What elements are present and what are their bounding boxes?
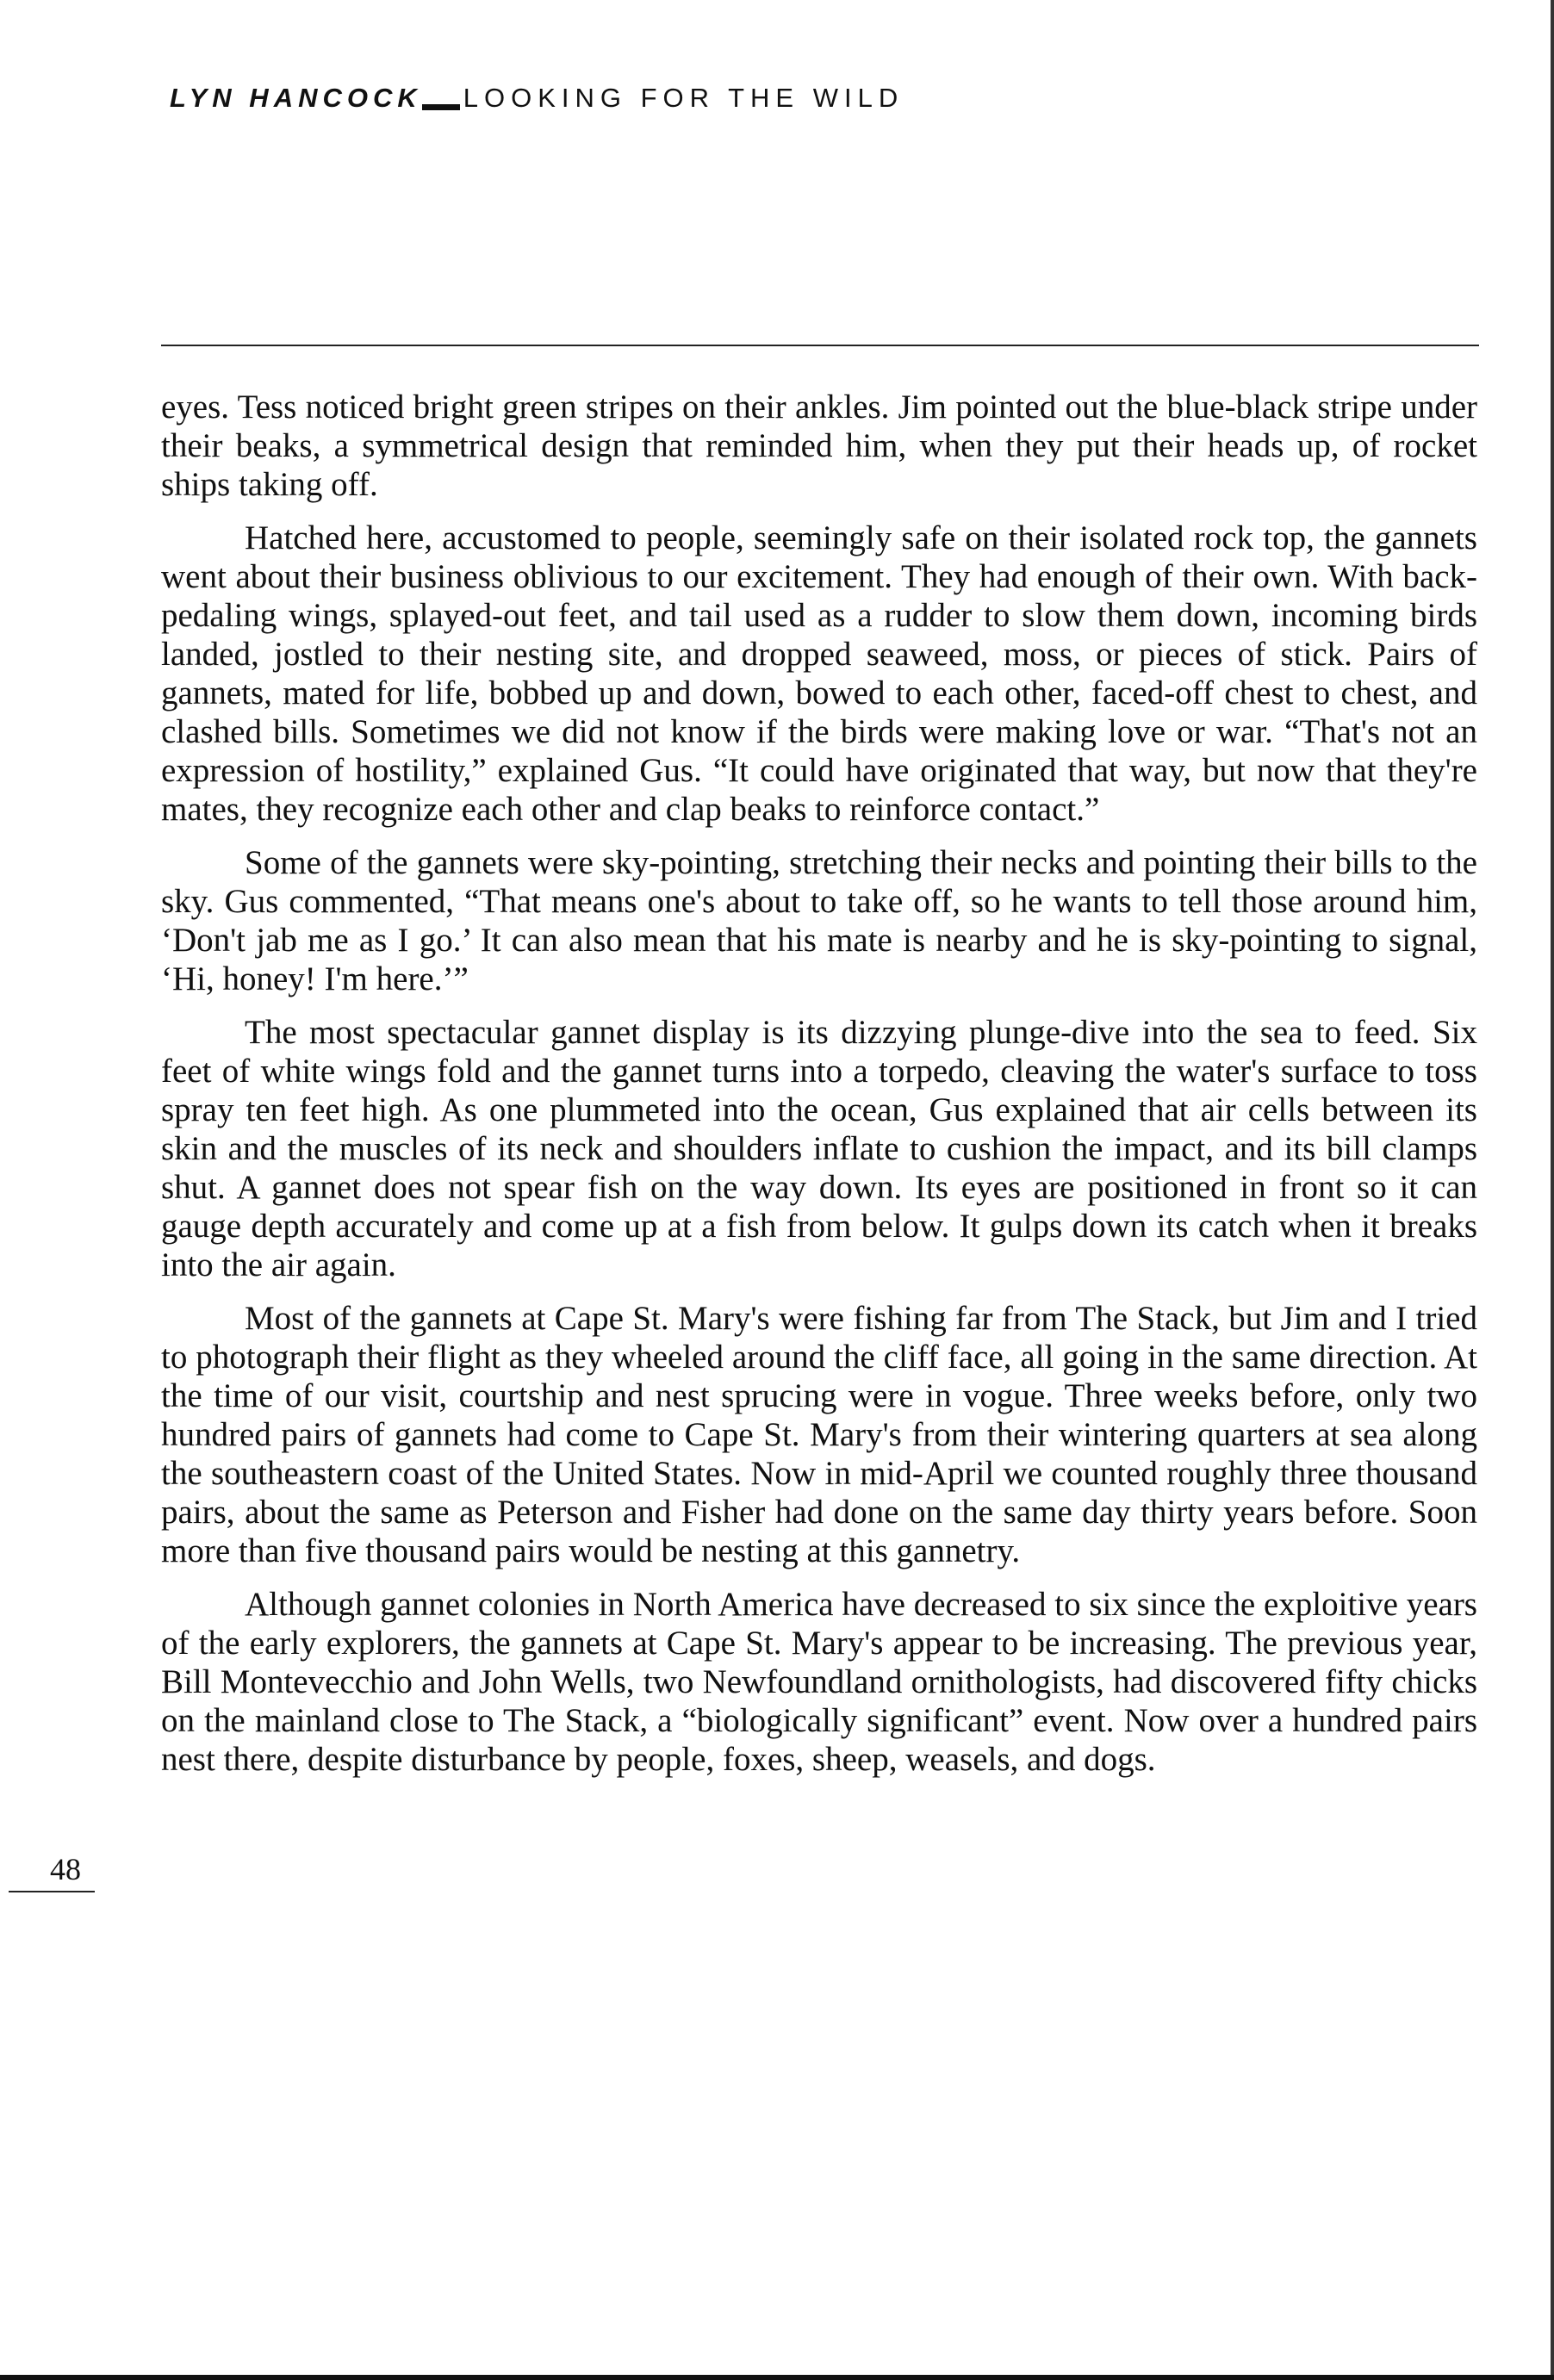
book-title: LOOKING FOR THE WILD xyxy=(463,83,904,113)
body-text xyxy=(161,388,1477,1793)
paragraph-4: The most spectacular gannet display is its dizzying plunge-dive into the sea to feed. Six feet of white wings fold and the gannet turns into a torpedo, cleaving the water's surface to toss spray ten feet high. As one plummeted into the ocean, Gus explained that air cells between its skin and the muscles of its neck and shoulders inflate to cushion the impact, and its bill clamps shut. A gannet does not spear fish on the way down. Its eyes are positioned in front so it can gauge depth accurately and come up at a fish from below. It gulps down its catch when it breaks into the air again. xyxy=(161,1014,1477,1283)
scan-edge-right xyxy=(1551,0,1554,2380)
paragraph-5: Most of the gannets at Cape St. Mary's were fishing far from The Stack, but Jim and I tried to photograph their flight as they wheeled around the cliff face, all going in the same direction. At the time of our visit, courtship and nest sprucing were in vogue. Three weeks before, only two hundred pairs of gannets had come to Cape St. Mary's from their wintering quarters at sea along the southeastern coast of the United States. Now in mid-April we counted roughly three thousand pairs, about the same as Peterson and Fisher had done on the same day thirty years before. Soon more than five thousand pairs would be nesting at this gannetry. xyxy=(161,1300,1477,1569)
author-name: LYN HANCOCK xyxy=(170,83,422,113)
running-head xyxy=(170,83,904,114)
scan-edge-bottom xyxy=(0,2375,1554,2380)
paragraph-1: eyes. Tess noticed bright green stripes on their ankles. Jim pointed out the blue-black stripe under their beaks, a symmetrical design that reminded him, when they put their heads up, of rocket ships taking off. xyxy=(161,388,1477,503)
page-number-rule xyxy=(9,1891,95,1892)
page-number: 48 xyxy=(50,1852,81,1886)
paragraph-2: Hatched here, accustomed to people, seemingly safe on their isolated rock top, the gannets went about their business oblivious to our excitement. They had enough of their own. With back-pedaling wings, splayed-out feet, and tail used as a rudder to slow them down, incoming birds landed, jostled to their nesting site, and dropped seaweed, moss, or pieces of stick. Pairs of gannets, mated for life, bobbed up and down, bowed to each other, faced-off chest to chest, and clashed bills. Sometimes we did not know if the birds were making love or war. “That's not an expression of hostility,” explained Gus. “It could have originated that way, but now that they're mates, they recognize each other and clap beaks to reinforce contact.” xyxy=(161,519,1477,828)
paragraph-6: Although gannet colonies in North America have decreased to six since the exploitive years of the early explorers, the gannets at Cape St. Mary's appear to be increasing. The previous year, Bill Montevecchio and John Wells, two Newfoundland ornithologists, had discovered fifty chicks on the mainland close to The Stack, a “biologically significant” event. Now over a hundred pairs nest there, despite disturbance by people, foxes, sheep, weasels, and dogs. xyxy=(161,1586,1477,1778)
header-rule xyxy=(161,345,1479,346)
paragraph-3: Some of the gannets were sky-pointing, stretching their necks and pointing their bills to the sky. Gus commented, “That means one's about to take off, so he wants to tell those around him, ‘Don't jab me as I go.’ It can also mean that his mate is nearby and he is sky-pointing to signal, ‘Hi, honey! I'm here.’” xyxy=(161,844,1477,997)
header-separator-bar xyxy=(422,104,460,110)
